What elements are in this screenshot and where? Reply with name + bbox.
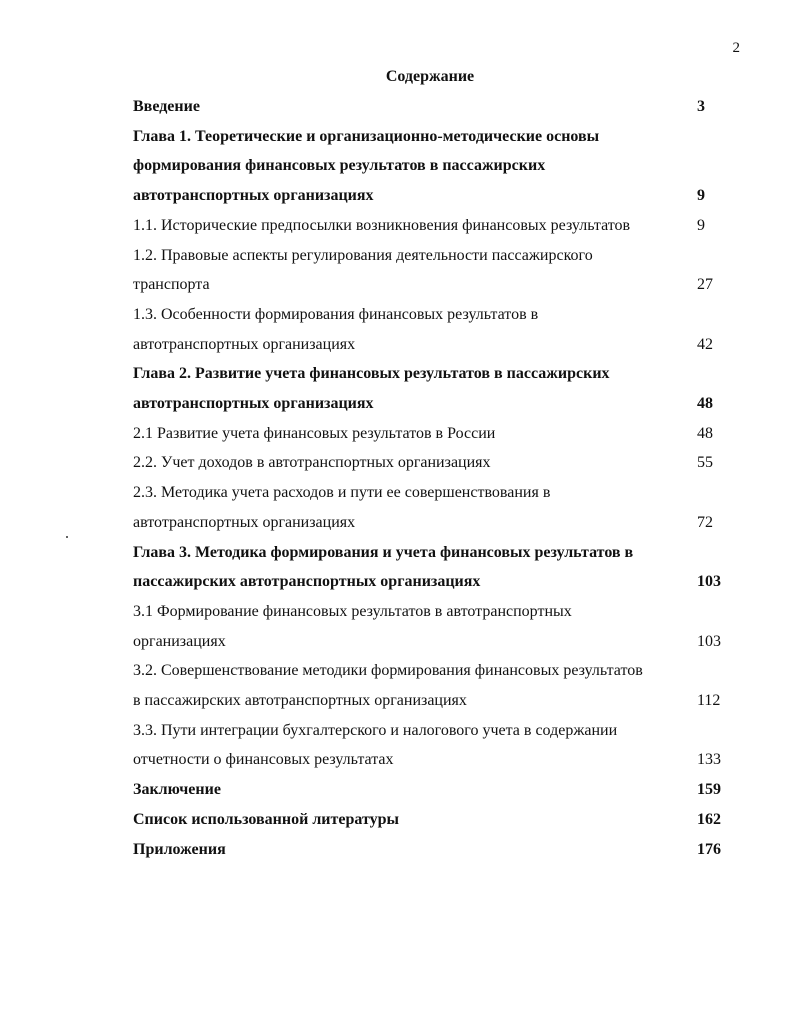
page-title: Содержание xyxy=(385,68,475,85)
toc-entry-page: 103 xyxy=(697,632,721,650)
toc-entry-line: автотранспортных организациях xyxy=(133,187,374,205)
toc-heading-entry xyxy=(133,538,733,597)
toc-entry-line: Глава 2. Развитие учета финансовых результатов в пассажирских xyxy=(133,365,610,383)
toc-entry xyxy=(133,241,733,300)
toc-entry-text xyxy=(133,478,693,537)
toc-entry xyxy=(133,597,733,656)
toc-entry xyxy=(133,656,733,715)
toc-entry-page: 72 xyxy=(697,513,713,531)
toc-entry-line: 3.2. Совершенствование методики формирования финансовых результатов xyxy=(133,662,643,680)
toc-entry xyxy=(133,478,733,537)
toc-entry-line: отчетности о финансовых результатах xyxy=(133,751,394,769)
toc-entry-page: 3 xyxy=(697,98,705,115)
toc-entry-line: 2.2. Учет доходов в автотранспортных организациях xyxy=(133,454,491,472)
toc-entry-text xyxy=(133,716,693,775)
toc-entry xyxy=(133,716,733,775)
toc-entry-page: 48 xyxy=(697,424,713,442)
toc-entry-text xyxy=(133,241,693,300)
toc-entry-text xyxy=(133,300,693,359)
toc-heading-entry xyxy=(133,835,733,865)
toc-entry-page: 112 xyxy=(697,692,721,710)
toc-entry-text xyxy=(133,835,693,865)
scan-speck xyxy=(66,536,68,538)
toc-entry xyxy=(133,211,733,241)
toc-entry-line: автотранспортных организациях xyxy=(133,513,356,531)
toc-entry-text xyxy=(133,448,693,478)
toc-entry-line: Приложения xyxy=(133,840,226,858)
toc-entry-page: 133 xyxy=(697,751,721,769)
toc-entry-line: автотранспортных организациях xyxy=(133,395,374,413)
toc-heading-entry xyxy=(133,92,733,122)
toc-entry-line: 2.3. Методика учета расходов и пути ее совершенствования в xyxy=(133,484,551,502)
toc-entry-page: 103 xyxy=(697,573,721,591)
toc-entry-page: 176 xyxy=(697,840,721,858)
toc-entry-text xyxy=(133,419,693,449)
toc-entry-line: 2.1 Развитие учета финансовых результатов в России xyxy=(133,424,496,442)
toc-heading-entry xyxy=(133,805,733,835)
toc-entry-text xyxy=(133,656,693,715)
toc-entry-line: транспорта xyxy=(133,276,210,294)
toc-entry-line: 3.1 Формирование финансовых результатов в автотранспортных xyxy=(133,602,572,620)
toc-entry-line: в пассажирских автотранспортных организациях xyxy=(133,692,467,710)
toc-entry-line: 3.3. Пути интеграции бухгалтерского и налогового учета в содержании xyxy=(133,721,618,739)
toc-entry-page: 162 xyxy=(697,810,721,828)
toc-entry-text xyxy=(133,211,693,241)
toc-entry xyxy=(133,300,733,359)
toc-entry-page: 27 xyxy=(697,276,713,294)
toc-entry-text xyxy=(133,538,693,597)
toc-entry-page: 42 xyxy=(697,335,713,353)
toc-entry-line: автотранспортных организациях xyxy=(133,335,356,353)
toc-heading-entry xyxy=(133,122,733,211)
toc-entry-page: 9 xyxy=(697,216,705,234)
toc-entry-line: Глава 3. Методика формирования и учета финансовых результатов в xyxy=(133,543,634,561)
toc-entry-line: организациях xyxy=(133,632,226,650)
toc-entry-text xyxy=(133,775,693,805)
toc-entry-line: Список использованной литературы xyxy=(133,810,399,828)
toc-entry-line: формирования финансовых результатов в пассажирских xyxy=(133,157,546,175)
toc-entry-text xyxy=(133,359,693,418)
toc-entry xyxy=(133,448,733,478)
toc-entry-line: 1.3. Особенности формирования финансовых результатов в xyxy=(133,305,539,323)
table-of-contents xyxy=(133,92,733,864)
toc-entry-page: 48 xyxy=(697,395,713,413)
page-number: 2 xyxy=(732,40,740,56)
toc-entry-page: 159 xyxy=(697,781,721,799)
toc-entry-text xyxy=(133,92,693,122)
toc-entry-line: Глава 1. Теоретические и организационно-методические основы xyxy=(133,127,600,145)
toc-entry-text xyxy=(133,122,693,211)
toc-entry-page: 55 xyxy=(697,454,713,472)
toc-entry-page: 9 xyxy=(697,187,705,205)
toc-entry-line: Введение xyxy=(133,98,200,115)
toc-heading-entry xyxy=(133,359,733,418)
toc-entry xyxy=(133,419,733,449)
toc-entry-line: 1.1. Исторические предпосылки возникновения финансовых результатов xyxy=(133,216,631,234)
toc-entry-line: 1.2. Правовые аспекты регулирования деятельности пассажирского xyxy=(133,246,593,264)
toc-entry-text xyxy=(133,597,693,656)
toc-entry-line: Заключение xyxy=(133,781,221,799)
toc-entry-text xyxy=(133,805,693,835)
toc-heading-entry xyxy=(133,775,733,805)
toc-entry-line: пассажирских автотранспортных организациях xyxy=(133,573,481,591)
